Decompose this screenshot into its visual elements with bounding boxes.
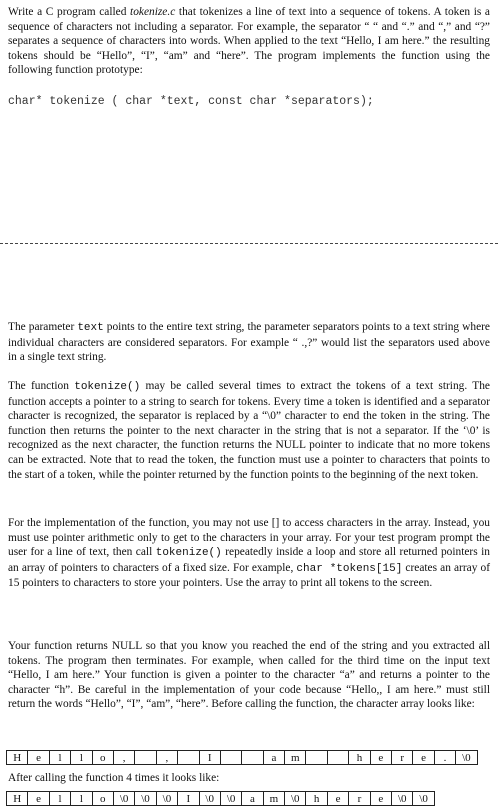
array-cell: m: [285, 751, 306, 765]
array-cell: \0: [413, 792, 434, 806]
impl-text-3: creates an array of 15 pointers to characters to store your pointers. Use the array to print all tokens to the screen.: [8, 561, 490, 590]
function-paragraph: [8, 379, 490, 482]
blank-gap: [0, 246, 498, 312]
intro-text-1: Write a C program called: [8, 6, 131, 18]
array-cell: [306, 751, 327, 765]
parameter-paragraph: [8, 320, 490, 365]
implementation-paragraph: [8, 516, 490, 591]
impl-text-2: repeatedly inside a loop and store all returned pointers in an array of pointers to characters of a fixed size. For example,: [8, 546, 490, 574]
char-array-after: [6, 791, 435, 806]
after-caption: After calling the function 4 times it looks like:: [8, 772, 220, 784]
array-cell: \0: [220, 792, 241, 806]
code-text: text: [77, 322, 104, 334]
array-cell: l: [71, 792, 92, 806]
array-cell: H: [7, 792, 28, 806]
array-cell: l: [71, 751, 92, 765]
array-cell: r: [392, 751, 413, 765]
array-cell: e: [327, 792, 348, 806]
array-cell: e: [28, 751, 49, 765]
array-cell: a: [263, 751, 284, 765]
array-cell: \0: [113, 792, 134, 806]
impl-text-1: For the implementation of the function, you may not use [] to access characters in the array. Instead, you must use pointer arithmetic only to get to the characters in your array. For your test program prompt the user for a line of text, then call: [8, 517, 490, 559]
param-text-2: points to the entire text string, the parameter separators points to a text string where individual characters are considered separators. For example “ .,?” would list the separators used above in a single text string.: [8, 321, 490, 364]
array-cell: [242, 751, 263, 765]
array-cell: ,: [113, 751, 134, 765]
filename: tokenize.c: [130, 6, 176, 18]
array-cell: \0: [392, 792, 413, 806]
array-cell: [220, 751, 241, 765]
function-text-1: The function: [8, 380, 75, 392]
array-cell: a: [242, 792, 263, 806]
array-cell: [327, 751, 348, 765]
array-cell: l: [49, 792, 70, 806]
char-array-before: [6, 750, 478, 765]
array-cell: \0: [199, 792, 220, 806]
array-cell: h: [306, 792, 327, 806]
function-prototype: char* tokenize ( char *text, const char *separators);: [8, 95, 374, 108]
page-break-divider: [0, 243, 498, 244]
null-return-paragraph: Your function returns NULL so that you know you reached the end of the string and you extracted all tokens. The program then terminates. For example, when called for the third time on the input text “Hello, I am here.” Your function is given a pointer to the character “a” and returns a pointer to the character “h”. Be careful in the implementation of your code because “Hello,, I am here.” must still return the words “Hello”, “I”, “am”, “here”. Before calling the function, the character array looks like:: [8, 640, 490, 711]
array-cell: m: [263, 792, 284, 806]
array-cell: e: [413, 751, 434, 765]
array-cell: e: [370, 751, 391, 765]
intro-paragraph: [8, 5, 490, 78]
array-cell: H: [7, 751, 28, 765]
code-tokenize: tokenize(): [74, 381, 141, 393]
array-cell: I: [178, 792, 199, 806]
array-cell: o: [92, 792, 113, 806]
array-cell: e: [370, 792, 391, 806]
array-cell: h: [349, 751, 370, 765]
param-text-1: The parameter: [8, 321, 78, 333]
array-cell: l: [49, 751, 70, 765]
function-text-2: may be called several times to extract the tokens of a text string. The function accepts a pointer to a string to search for tokens. Every time a token is identified and a separator character is recognized, the separator is replaced by a “\0” character to end the token in the string. The function then returns the pointer to the next character in the string that is not a separator. If the ‘\0’ is recognized as the next character, the function returns the NULL pointer to indicate that no more tokens can be extracted. Note that to read the token, the function must use a pointer to characters that points to the start of a token, while the pointer returned by the function points to the beginning of the next token.: [8, 380, 490, 481]
intro-text-2: that tokenizes a line of text into a sequence of tokens. A token is a sequence of characters not including a separator. For example, the separator “ “ and “.” and “,” and “?” separates a sequence of characters into words. When applied to the text “Hello, I am here.” the resulting tokens should be “Hello”, “I”, “am” and “here”. The program implements the function using the following function prototype:: [8, 6, 490, 77]
array-cell: e: [28, 792, 49, 806]
array-cell: o: [92, 751, 113, 765]
code-tokens-array: char *tokens[15]: [296, 562, 403, 575]
array-cell: ,: [156, 751, 177, 765]
array-cell: [135, 751, 156, 765]
array-cell: r: [349, 792, 370, 806]
code-tokenize-call: tokenize(): [155, 547, 222, 560]
array-cell: \0: [156, 792, 177, 806]
array-cell: .: [434, 751, 455, 765]
array-cell: [178, 751, 199, 765]
array-cell: \0: [456, 751, 477, 765]
array-cell: \0: [285, 792, 306, 806]
array-cell: \0: [135, 792, 156, 806]
array-cell: I: [199, 751, 220, 765]
